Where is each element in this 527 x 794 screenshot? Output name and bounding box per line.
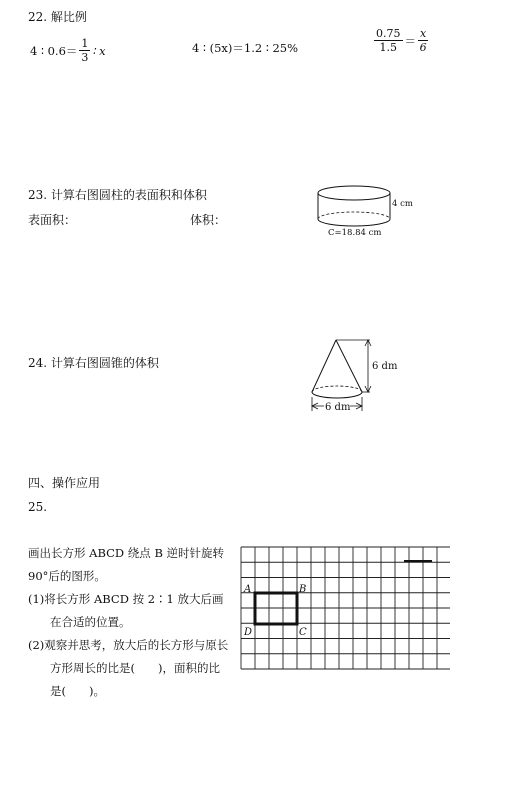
q25-number: 25. bbox=[28, 500, 48, 514]
q22-equation-1 bbox=[30, 38, 106, 63]
q23-surface-label: 表面积： bbox=[28, 213, 77, 227]
rectangle-abcd bbox=[255, 593, 297, 624]
q25-part2-line-1: (2)观察并思考，放大后的长方形与原长 bbox=[28, 638, 229, 652]
cylinder-circumference-label: C=18.84 cm bbox=[328, 228, 382, 238]
eq1-frac-den: 3 bbox=[81, 51, 89, 64]
grid-lines bbox=[241, 547, 450, 669]
eq1-frac-num: 1 bbox=[81, 37, 89, 50]
cone-base-front-arc bbox=[312, 392, 362, 398]
label-b: B bbox=[299, 584, 307, 595]
eq1-fraction bbox=[79, 38, 90, 63]
eq1-left: 4 ∶ 0.6＝ bbox=[30, 43, 78, 58]
q22-equation-2: 4 ∶ (5x)＝1.2 ∶ 25% bbox=[192, 41, 299, 55]
label-a: A bbox=[244, 584, 252, 595]
q25-part1-line-2: 在合适的位置。 bbox=[50, 615, 131, 629]
eq3-equals: ＝ bbox=[404, 33, 416, 48]
q25-part2-line-3: 是( )。 bbox=[50, 684, 105, 698]
q23-title: 23. 计算右图圆柱的表面积和体积 bbox=[28, 188, 207, 202]
cylinder-top-ellipse bbox=[318, 186, 390, 200]
cone-left-slant bbox=[312, 340, 336, 392]
eq3-right-den: 6 bbox=[419, 41, 427, 54]
cone-diameter-label: 6 dm bbox=[325, 402, 351, 413]
eq1-right: ∶ x bbox=[92, 43, 106, 58]
q25-part1-line-1: (1)将长方形 ABCD 按 2∶1 放大后画 bbox=[28, 592, 224, 606]
cylinder-bottom-back-arc bbox=[318, 212, 390, 219]
cone-height-label: 6 dm bbox=[372, 361, 398, 372]
q22-title: 22. 解比例 bbox=[28, 10, 87, 24]
cylinder-bottom-front-arc bbox=[318, 219, 390, 226]
label-d: D bbox=[244, 627, 253, 638]
section-4-title: 四、操作应用 bbox=[28, 476, 101, 490]
eq3-left-den: 1.5 bbox=[379, 41, 397, 54]
q23-volume-label: 体积： bbox=[190, 213, 227, 227]
q24-title: 24. 计算右图圆锥的体积 bbox=[28, 356, 159, 370]
cylinder-height-label: 4 cm bbox=[392, 199, 413, 209]
label-c: C bbox=[299, 627, 307, 638]
eq3-left-fraction bbox=[374, 28, 403, 53]
eq3-left-num: 0.75 bbox=[376, 27, 401, 40]
eq3-right-num: x bbox=[420, 27, 427, 40]
q25-part2-line-2: 方形周长的比是( )，面积的比 bbox=[50, 661, 220, 675]
q25-intro-line-2: 90°后的图形。 bbox=[28, 569, 106, 583]
q25-instructions bbox=[28, 542, 228, 703]
q25-grid-figure bbox=[238, 543, 450, 678]
eq3-right-fraction bbox=[418, 28, 428, 53]
cone-right-slant bbox=[336, 340, 362, 392]
q22-equation-3 bbox=[372, 28, 430, 53]
cone-base-back-arc bbox=[312, 386, 362, 392]
cone-figure bbox=[300, 335, 400, 420]
q25-intro-line-1: 画出长方形 ABCD 绕点 B 逆时针旋转 bbox=[28, 546, 225, 560]
cylinder-figure bbox=[300, 180, 430, 240]
